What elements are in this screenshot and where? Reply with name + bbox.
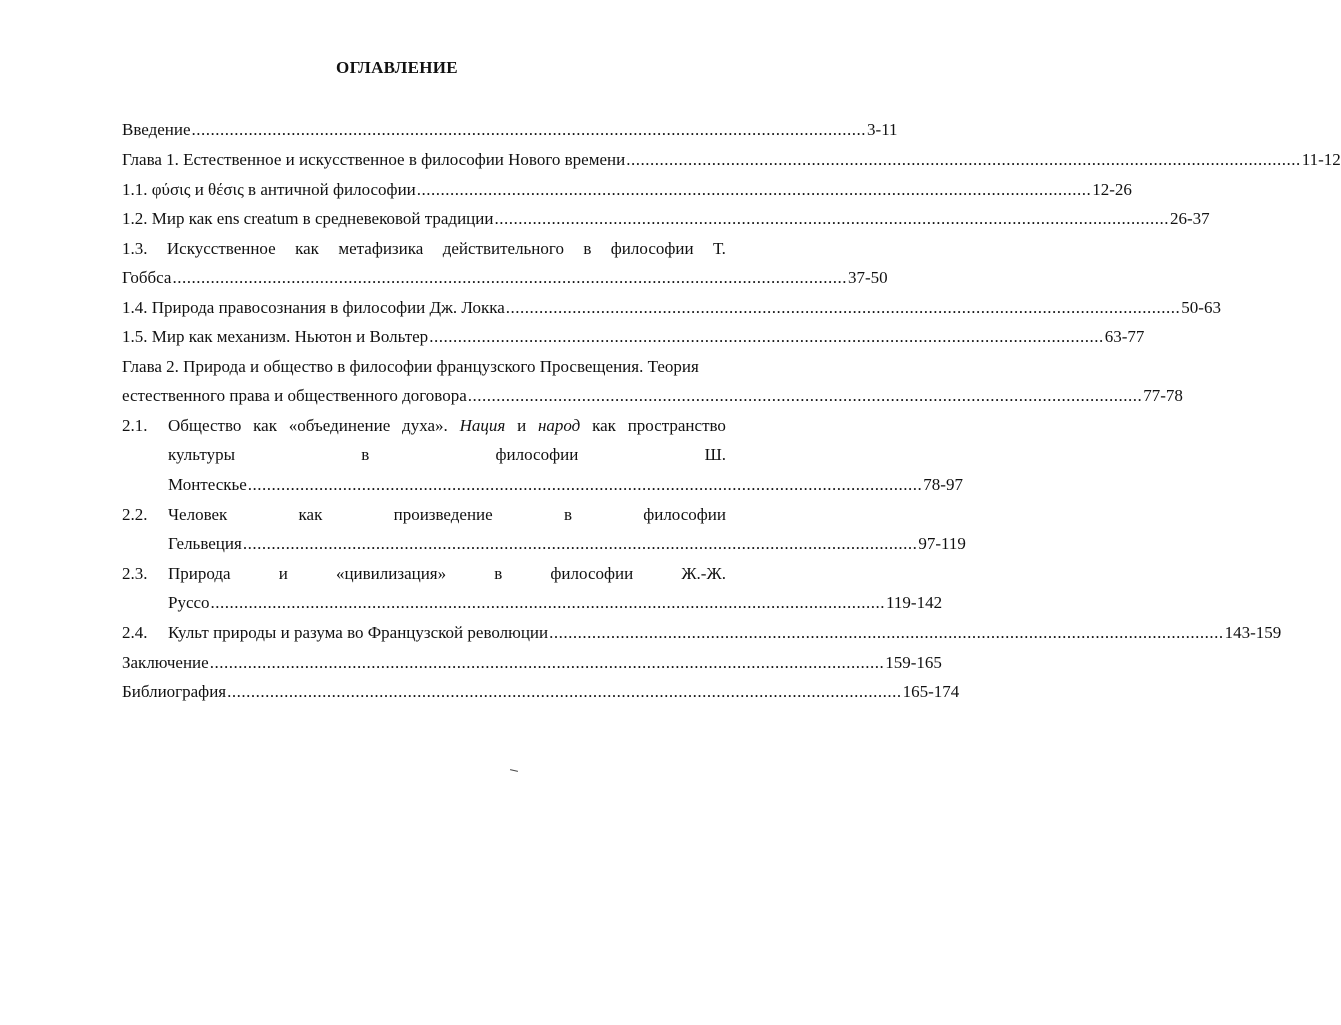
- toc-section-number: 2.4.: [122, 623, 148, 642]
- toc-entry-label: Глава 1. Естественное и искусственное в философии Нового времени: [122, 150, 626, 169]
- toc-word: культуры: [168, 445, 235, 464]
- toc-entry-chapter-2-line-1: Глава 2. Природа и общество в философии французского Просвещения. Теория: [122, 357, 699, 376]
- toc-entry-chapter-1: [122, 148, 1341, 172]
- toc-entry-conclusion: [122, 651, 942, 675]
- toc-word: Природа: [168, 564, 231, 583]
- toc-word: «объединение: [288, 416, 391, 435]
- toc-entry-1-3-line-2: [122, 266, 888, 290]
- dot-leader: ..............................................................................................................................................: [247, 475, 923, 494]
- toc-entry-pages: 97-119: [918, 534, 966, 553]
- toc-word-italic: народ: [537, 416, 581, 435]
- toc-entry-pages: 50-63: [1181, 298, 1221, 317]
- toc-entry-label: Гоббса: [122, 268, 172, 287]
- toc-entry-label: 1.4. Природа правосознания в философии Дж. Локка: [122, 298, 505, 317]
- toc-section-number: 2.2.: [122, 505, 148, 524]
- toc-word: философии: [550, 564, 634, 583]
- toc-word: произведение: [393, 505, 493, 524]
- toc-entry-2-1-line-2: [168, 443, 726, 467]
- toc-entry-label: 1.5. Мир как механизм. Ньютон и Вольтер: [122, 327, 429, 346]
- dot-leader: ..............................................................................................................................................: [429, 327, 1104, 346]
- toc-section-number: 2.1.: [122, 416, 148, 435]
- scan-mark: [510, 769, 518, 772]
- dot-leader: ..............................................................................................................................................: [242, 534, 918, 553]
- dot-leader: ..............................................................................................................................................: [467, 386, 1143, 405]
- toc-word: пространство: [627, 416, 726, 435]
- toc-word: и: [517, 416, 527, 435]
- toc-word: философии: [610, 239, 694, 258]
- toc-entry-1-2: [122, 207, 1210, 231]
- toc-entry-1-5: [122, 325, 1145, 349]
- toc-entry-pages: 119-142: [886, 593, 943, 612]
- toc-entry-label: Заключение: [122, 653, 209, 672]
- toc-entry-label: Культ природы и разума во Французской революции: [168, 623, 549, 642]
- toc-word: в: [563, 505, 572, 524]
- toc-entry-chapter-2-line-2: [122, 384, 1183, 408]
- toc-word: Человек: [168, 505, 228, 524]
- toc-entry-2-1-line-1: [168, 414, 726, 438]
- toc-word: «цивилизация»: [335, 564, 447, 583]
- toc-entry-label: Библиография: [122, 682, 227, 701]
- toc-entry-label: Введение: [122, 120, 191, 139]
- toc-entry-pages: 165-174: [902, 682, 960, 701]
- dot-leader: ..............................................................................................................................................: [505, 298, 1181, 317]
- dot-leader: ..............................................................................................................................................: [227, 682, 902, 701]
- toc-entry-label: естественного права и общественного договора: [122, 386, 467, 405]
- toc-word: метафизика: [338, 239, 424, 258]
- toc-word: Искусственное: [166, 239, 276, 258]
- toc-word: в: [361, 445, 370, 464]
- dot-leader: ..............................................................................................................................................: [494, 209, 1169, 228]
- toc-entry-pages: 143-159: [1224, 623, 1282, 642]
- toc-entry-2-1-line-3: [168, 473, 963, 497]
- toc-word: Общество: [168, 416, 242, 435]
- toc-word: в: [583, 239, 592, 258]
- toc-entry-label: Монтескье: [168, 475, 247, 494]
- toc-entry-pages: 12-26: [1092, 180, 1132, 199]
- toc-entry-label: 1.1. φύσις и θέσις в античной философии: [122, 180, 416, 199]
- toc-word-italic: Нация: [459, 416, 506, 435]
- toc-entry-1-4: [122, 296, 1221, 320]
- toc-entry-2-2-line-2: [168, 532, 966, 556]
- toc-entry-pages: 3-11: [867, 120, 898, 139]
- toc-entry-1-1: [122, 178, 1132, 202]
- toc-entry-2-3-line-2: [168, 591, 943, 615]
- toc-entry-label: Гельвеция: [168, 534, 242, 553]
- dot-leader: ..............................................................................................................................................: [626, 150, 1301, 169]
- page-title: ОГЛАВЛЕНИЕ: [336, 58, 458, 77]
- toc-entry-pages: 77-78: [1143, 386, 1183, 405]
- toc-word: как: [253, 416, 277, 435]
- toc-entry-label: Руссо: [168, 593, 210, 612]
- toc-word: в: [494, 564, 503, 583]
- dot-leader: ..............................................................................................................................................: [549, 623, 1224, 642]
- toc-entry-label: 1.2. Мир как ens creatum в средневековой традиции: [122, 209, 494, 228]
- toc-word: духа».: [402, 416, 448, 435]
- toc-entry-2-3-line-1: [168, 562, 726, 586]
- toc-word: Ж.-Ж.: [681, 564, 726, 583]
- toc-word: действительного: [442, 239, 564, 258]
- toc-entry-2-2-line-1: [168, 503, 726, 527]
- dot-leader: ..............................................................................................................................................: [172, 268, 847, 287]
- toc-entry-pages: 11-12: [1301, 150, 1341, 169]
- toc-entry-intro: [122, 118, 898, 142]
- dot-leader: ..............................................................................................................................................: [416, 180, 1092, 199]
- toc-entry-bibliography: [122, 680, 960, 704]
- toc-entry-pages: 37-50: [847, 268, 888, 287]
- toc-word: как: [298, 505, 323, 524]
- toc-section-number: 2.3.: [122, 564, 148, 583]
- toc-entry-pages: 78-97: [923, 475, 963, 494]
- toc-word: философии: [643, 505, 726, 524]
- toc-word: и: [278, 564, 288, 583]
- toc-entry-pages: 63-77: [1104, 327, 1145, 346]
- toc-entry-2-4: [168, 621, 1282, 645]
- dot-leader: ..............................................................................................................................................: [210, 593, 886, 612]
- toc-word: Ш.: [704, 445, 726, 464]
- toc-word: философии: [495, 445, 579, 464]
- toc-entry-pages: 26-37: [1169, 209, 1210, 228]
- toc-word: как: [295, 239, 319, 258]
- dot-leader: ..............................................................................................................................................: [209, 653, 885, 672]
- toc-word: Т.: [712, 239, 726, 258]
- toc-word: 1.3.: [122, 239, 148, 258]
- dot-leader: ..............................................................................................................................................: [191, 120, 867, 139]
- toc-entry-pages: 159-165: [885, 653, 942, 672]
- toc-word: как: [592, 416, 616, 435]
- toc-entry-1-3-line-1: [122, 237, 726, 261]
